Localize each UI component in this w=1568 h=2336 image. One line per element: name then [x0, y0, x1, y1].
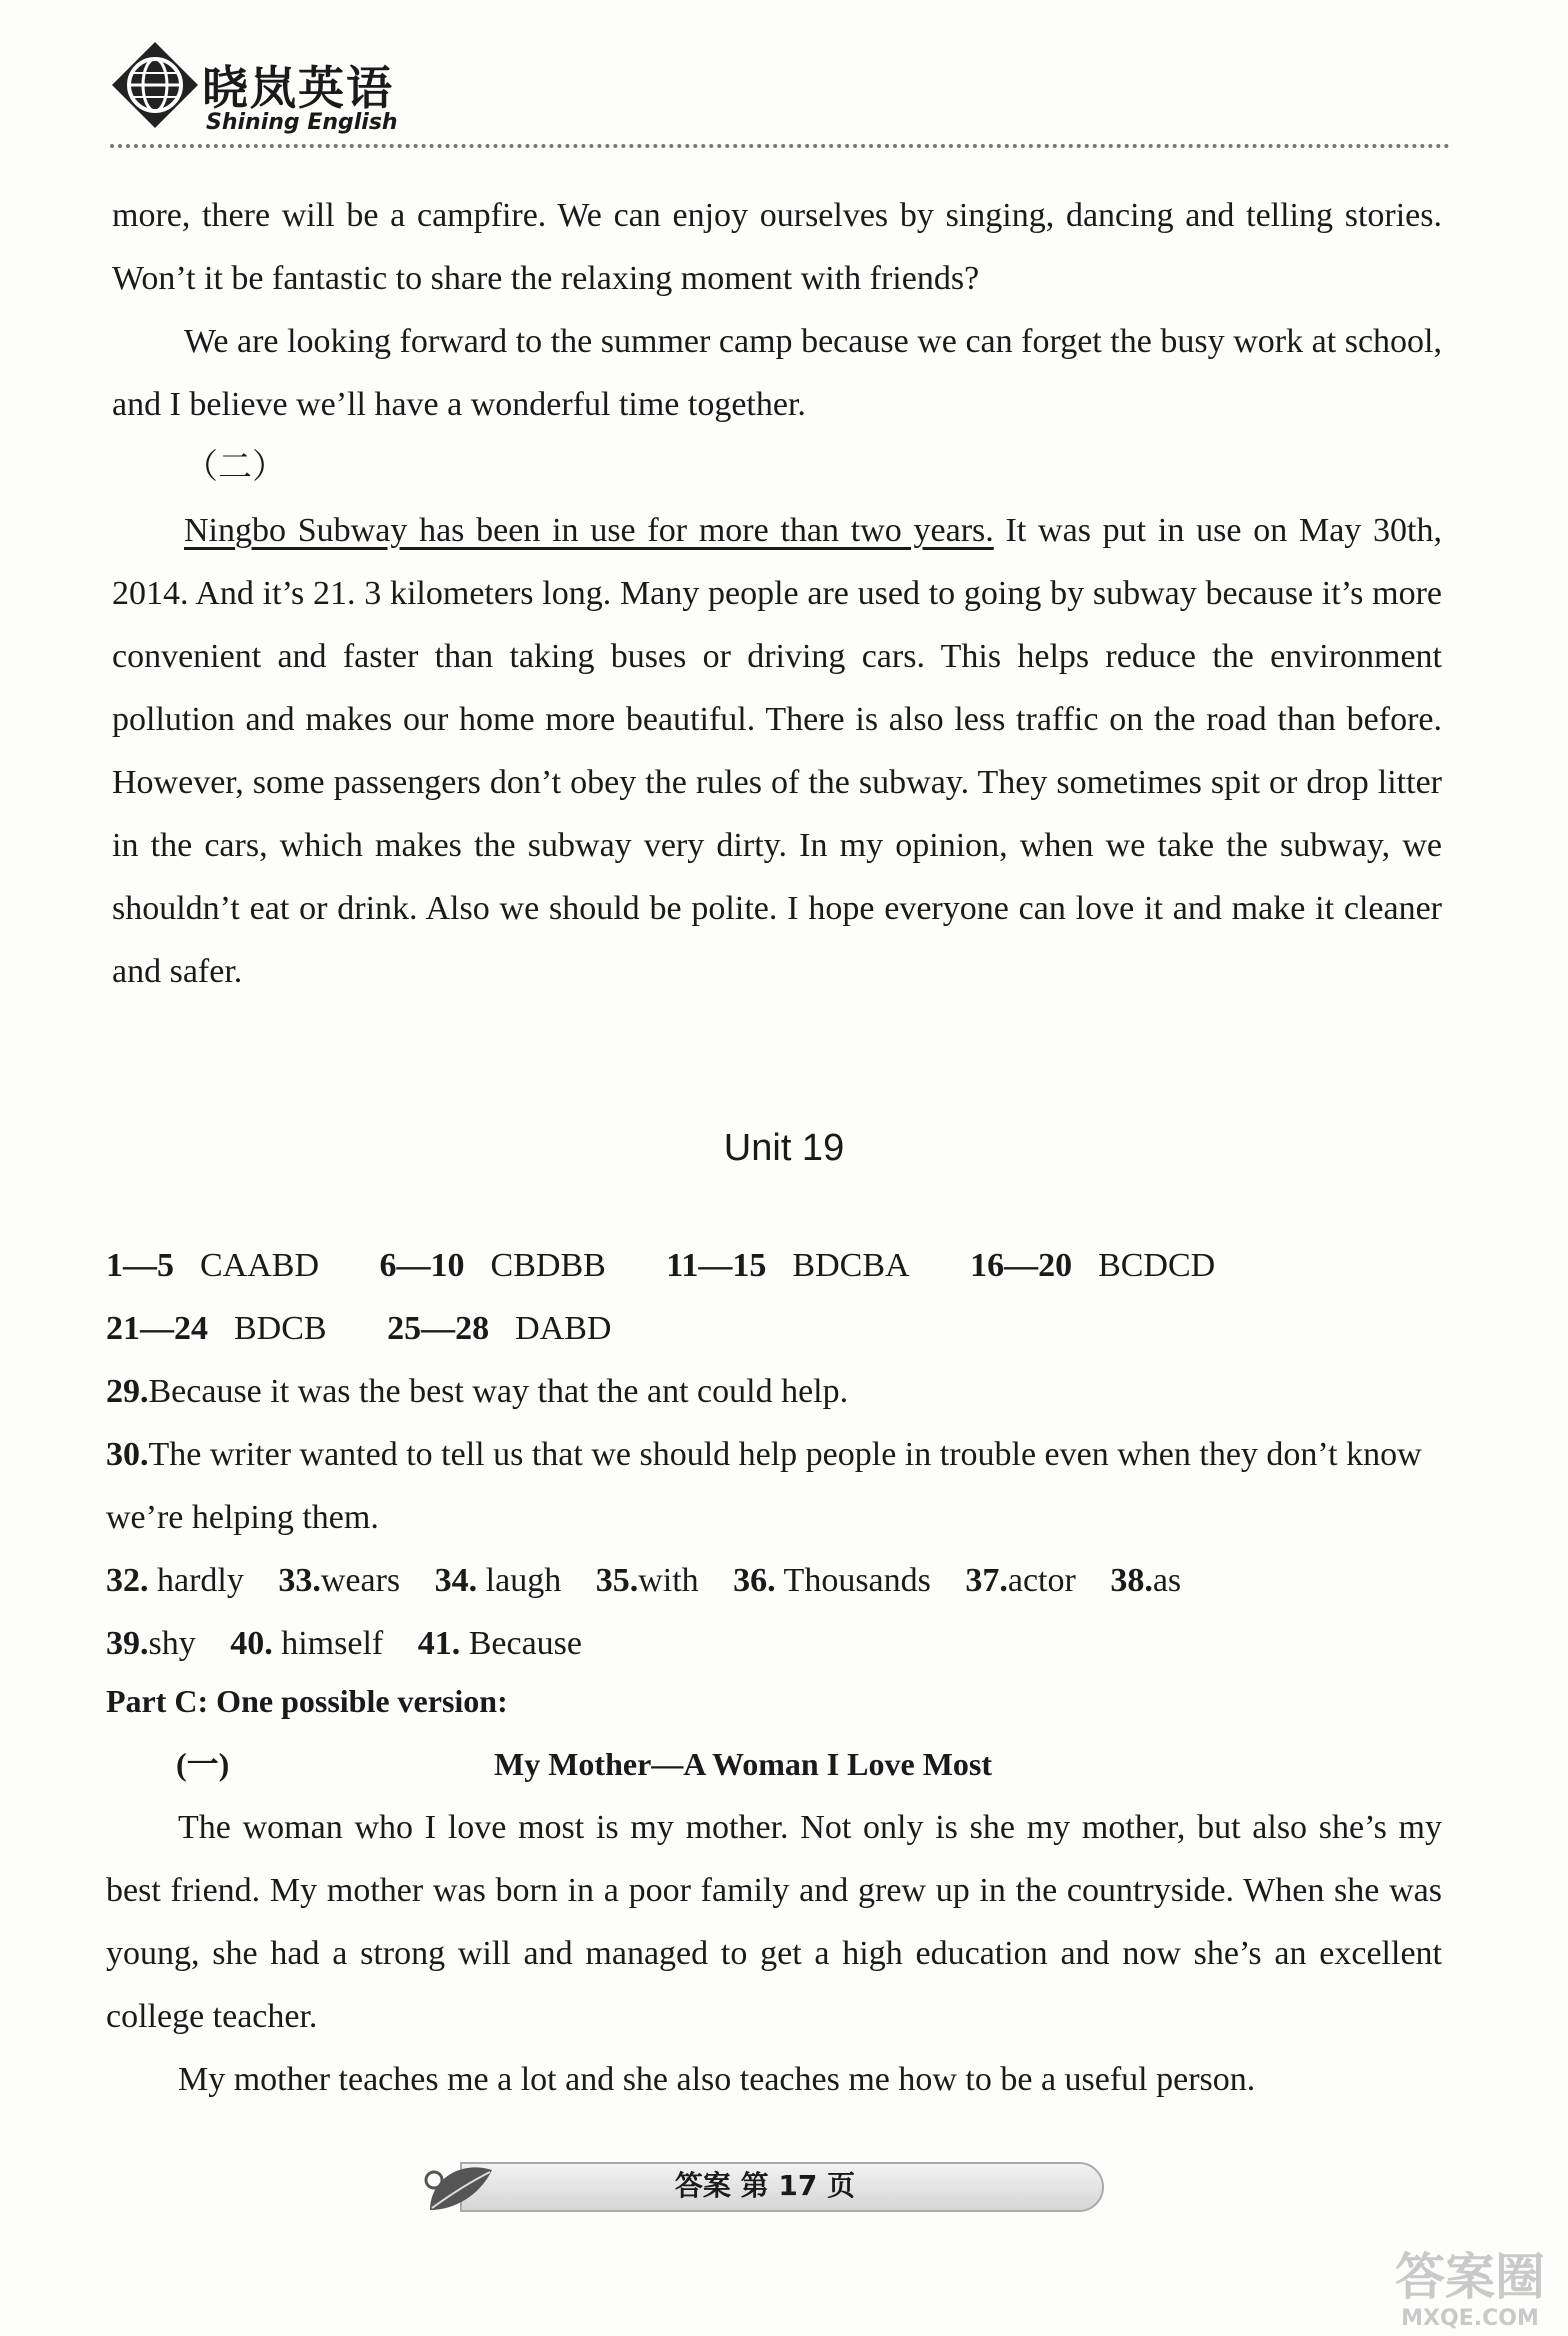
logo-globe-icon	[110, 40, 200, 130]
answer-range: 25—28	[387, 1310, 490, 1347]
question-number: 38	[1110, 1562, 1145, 1599]
part-c-heading: Part C: One possible version:	[106, 1683, 508, 1719]
answer-text: The writer wanted to tell us that we should help people in trouble even when they don’t know we’re helping them.	[106, 1436, 1422, 1536]
answer-letters: BDCB	[234, 1310, 327, 1347]
question-number: 34	[434, 1562, 469, 1599]
footer-answer-label: 答案	[674, 2169, 731, 2202]
answer-word: actor	[1007, 1562, 1076, 1599]
answer-letters: CBDBB	[490, 1247, 606, 1284]
answer-row-4: 39.shy 40. himself 41. Because	[106, 1625, 582, 1662]
question-number: 29	[106, 1373, 140, 1410]
answer-letters: BDCBA	[792, 1247, 910, 1284]
answer-word: himself	[281, 1625, 384, 1662]
essay-number: (一)	[176, 1746, 230, 1782]
answer-text: Because it was the best way that the ant could help.	[148, 1373, 849, 1410]
answer-word: with	[638, 1562, 699, 1599]
answer-row-3: 32. hardly 33.wears 34. laugh 35.with 36. Thousands 37.actor 38.as	[106, 1562, 1182, 1599]
paragraph-campfire: more, there will be a campfire. We can enjoy ourselves by singing, dancing and telling stories. Won’t it be fantastic to share the relaxing moment with friends?	[112, 197, 1442, 297]
answer-range: 21—24	[106, 1310, 208, 1347]
answer-30: 30.The writer wanted to tell us that we should help people in trouble even when they don’t know we’re helping them.	[106, 1436, 1422, 1536]
logo-title-cn: 晓岚英语	[202, 61, 394, 115]
paragraph-summer-camp: We are looking forward to the summer camp because we can forget the busy work at school, and I believe we’ll have a wonderful time together.	[112, 323, 1442, 423]
question-number: 33	[278, 1562, 313, 1599]
essay-title: My Mother—A Woman I Love Most	[494, 1746, 993, 1782]
footer-page-prefix: 第	[740, 2169, 769, 2202]
answer-letters: BCDCD	[1098, 1247, 1216, 1284]
footer-page-suffix: 页	[827, 2169, 856, 2202]
paragraph-ningbo-subway	[112, 499, 1442, 1003]
answer-range: 6—10	[379, 1247, 465, 1284]
question-number: 30	[106, 1436, 140, 1473]
question-number: 41	[417, 1625, 452, 1662]
section-label-2: （二）	[184, 449, 286, 486]
answer-word: laugh	[485, 1562, 562, 1599]
question-number: 35	[595, 1562, 630, 1599]
question-number: 37	[965, 1562, 1000, 1599]
watermark-cn: 答案圈	[1395, 2248, 1545, 2306]
answer-range: 1—5	[106, 1247, 174, 1284]
essay-paragraph-2: My mother teaches me a lot and she also teaches me how to be a useful person.	[178, 2061, 1256, 2098]
essay-paragraph-1: The woman who I love most is my mother. Not only is she my mother, but also she’s my best friend. My mother was born in a poor family and grew up in the countryside. When she was young, she had a strong will and managed to get a high education and now she’s an excellent college teacher.	[106, 1809, 1442, 2035]
paragraph-subway-body: It was put in use on May 30th, 2014. And it’s 21. 3 kilometers long. Many people are used to going by subway because it’s more convenient and faster than taking buses or driving cars. This helps reduce the environment pollution and makes our home more beautiful. There is also less traffic on the road than before. However, some passengers don’t obey the rules of the subway. They sometimes spit or drop litter in the cars, which makes the subway very dirty. In my opinion, when we take the subway, we shouldn’t eat or drink. Also we should be polite. I hope everyone can love it and make it cleaner and safer.	[112, 512, 1442, 990]
answer-word: Because	[468, 1625, 582, 1662]
answer-range: 11—15	[666, 1247, 767, 1284]
header-divider	[110, 144, 1450, 148]
answer-letters: DABD	[515, 1310, 612, 1347]
question-number: 32	[106, 1562, 140, 1599]
page-footer	[420, 2150, 1110, 2220]
answer-row-1	[106, 1234, 1446, 1297]
answer-word: hardly	[157, 1562, 244, 1599]
answer-letters: CAABD	[200, 1247, 320, 1284]
question-number: 40	[230, 1625, 265, 1662]
unit-title: Unit 19	[723, 1127, 845, 1169]
logo-title-en: Shining English	[206, 110, 398, 135]
answer-range: 16—20	[970, 1247, 1073, 1284]
page-number-label	[420, 2164, 1110, 2204]
answer-word: as	[1152, 1562, 1182, 1599]
question-number: 36	[733, 1562, 768, 1599]
watermark-en: MXQE.COM	[1401, 2306, 1539, 2331]
underlined-topic-sentence: Ningbo Subway has been in use for more than two years.	[184, 512, 994, 549]
page-header	[110, 30, 1460, 150]
answer-row-2	[106, 1297, 1446, 1360]
answer-29: 29.Because it was the best way that the ant could help.	[106, 1373, 849, 1410]
answer-word: shy	[148, 1625, 196, 1662]
watermark	[1380, 2248, 1560, 2332]
answer-word: Thousands	[783, 1562, 931, 1599]
answer-word: wears	[320, 1562, 401, 1599]
question-number: 39	[106, 1625, 140, 1662]
footer-page-number: 17	[778, 2169, 818, 2202]
